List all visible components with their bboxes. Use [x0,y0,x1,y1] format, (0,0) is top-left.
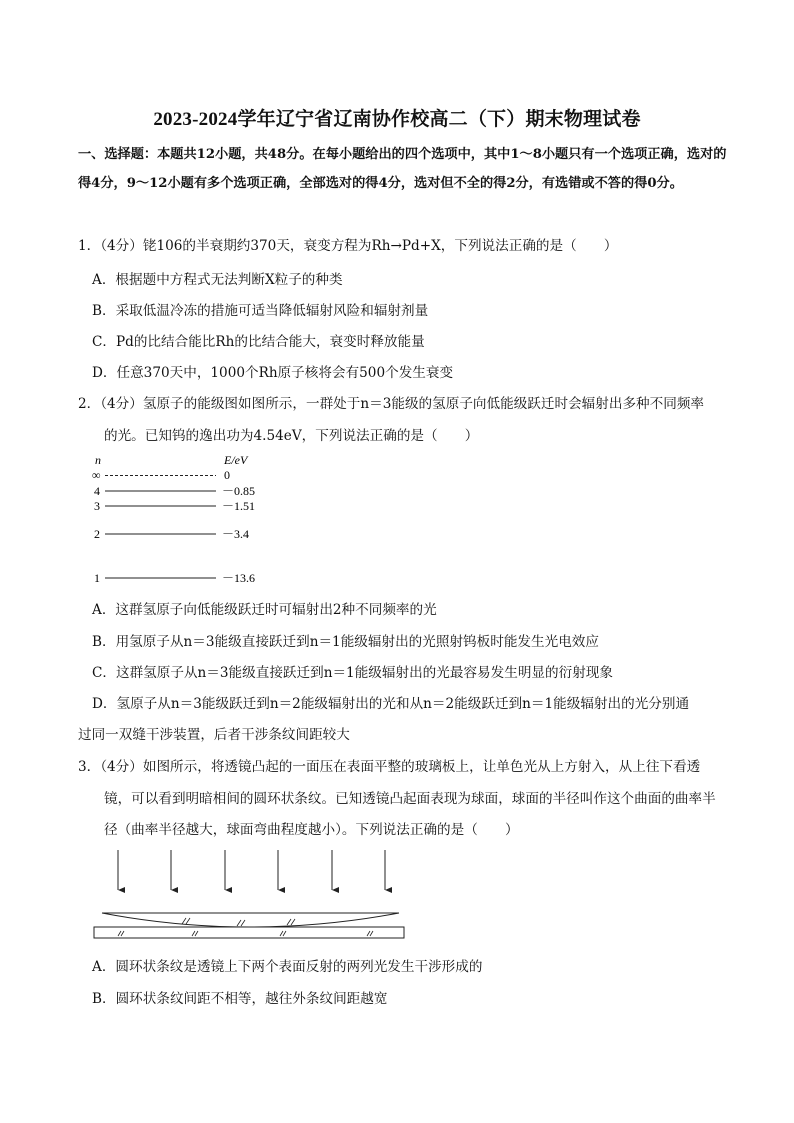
newton-rings-diagram [92,846,406,942]
question-2-option-b: B．用氢原子从n＝3能级直接跃迁到n＝1能级辐射出的光照射钨板时能发生光电效应 [92,634,599,650]
question-2-stem-line-1: 2．（4分）氢原子的能级图如图所示，一群处于n＝3能级的氢原子向低能级跃迁时会辐射出多种不同频率 [78,396,705,412]
level-e-inf: 0 [224,468,230,482]
question-1-option-c: C．Pd的比结合能比Rh的比结合能大，衰变时释放能量 [92,334,425,350]
level-n-inf: ∞ [92,468,101,482]
n-axis-label: n [95,453,101,467]
level-e-4: －0.85 [222,484,256,498]
incident-light-arrows [118,850,385,890]
level-n-1: 1 [94,571,100,585]
energy-axis-label: E/eV [224,453,248,467]
page-title: 2023-2024学年辽宁省辽南协作校高二（下）期末物理试卷 [153,109,641,130]
level-e-2: －3.4 [222,527,250,541]
level-n-4: 4 [94,484,100,498]
question-2-option-d-line-2: 过同一双缝干涉装置，后者干涉条纹间距较大 [78,727,350,743]
question-3-option-b: B．圆环状条纹间距不相等，越往外条纹间距越宽 [92,991,388,1007]
question-1-option-a: A．根据题中方程式无法判断X粒子的种类 [92,272,343,288]
question-3-stem-line-3: 径（曲率半径越大，球面弯曲程度越小）。下列说法正确的是（ ） [104,822,519,838]
level-n-3: 3 [94,499,100,513]
question-2-option-d-line-1: D．氢原子从n＝3能级跃迁到n＝2能级辐射出的光和从n＝2能级跃迁到n＝1能级辐射出的光分别通 [92,696,690,712]
question-1-stem: 1．（4分）铑106的半衰期约370天，衰变方程为Rh→Pd+X，下列说法正确的是（ ） [78,238,618,254]
question-2-option-a: A．这群氢原子向低能级跃迁时可辐射出2种不同频率的光 [92,602,437,618]
question-2-option-c: C．这群氢原子从n＝3能级直接跃迁到n＝1能级辐射出的光最容易发生明显的衍射现象 [92,665,613,681]
convex-lens [102,913,399,927]
question-3-stem-line-2: 镜，可以看到明暗相间的圆环状条纹。已知透镜凸起面表现为球面，球面的半径叫作这个曲面的曲率半 [104,791,716,807]
energy-level-diagram [88,450,288,590]
question-1-option-b: B．采取低温冷冻的措施可适当降低辐射风险和辐射剂量 [92,303,429,319]
level-e-3: －1.51 [222,499,256,513]
level-n-2: 2 [94,527,100,541]
question-1-option-d: D．任意370天中，1000个Rh原子核将会有500个发生衰变 [92,365,454,381]
question-2-stem-line-2: 的光。已知钨的逸出功为4.54eV，下列说法正确的是（ ） [104,428,479,444]
level-e-1: －13.6 [222,571,256,585]
glass-plate [94,927,404,938]
question-3-option-a: A．圆环状条纹是透镜上下两个表面反射的两列光发生干涉形成的 [92,959,483,975]
section-heading: 一、选择题：本题共12小题，共48分。在每小题给出的四个选项中，其中1～8小题只有一个选项正确，选对的得4分，9～12小题有多个选项正确，全部选对的得4分，选对但不全的得2分，有选错或不答的得0分。 [78,147,727,191]
question-3-stem-line-1: 3．（4分）如图所示，将透镜凸起的一面压在表面平整的玻璃板上，让单色光从上方射入，从上往下看透 [78,759,701,775]
